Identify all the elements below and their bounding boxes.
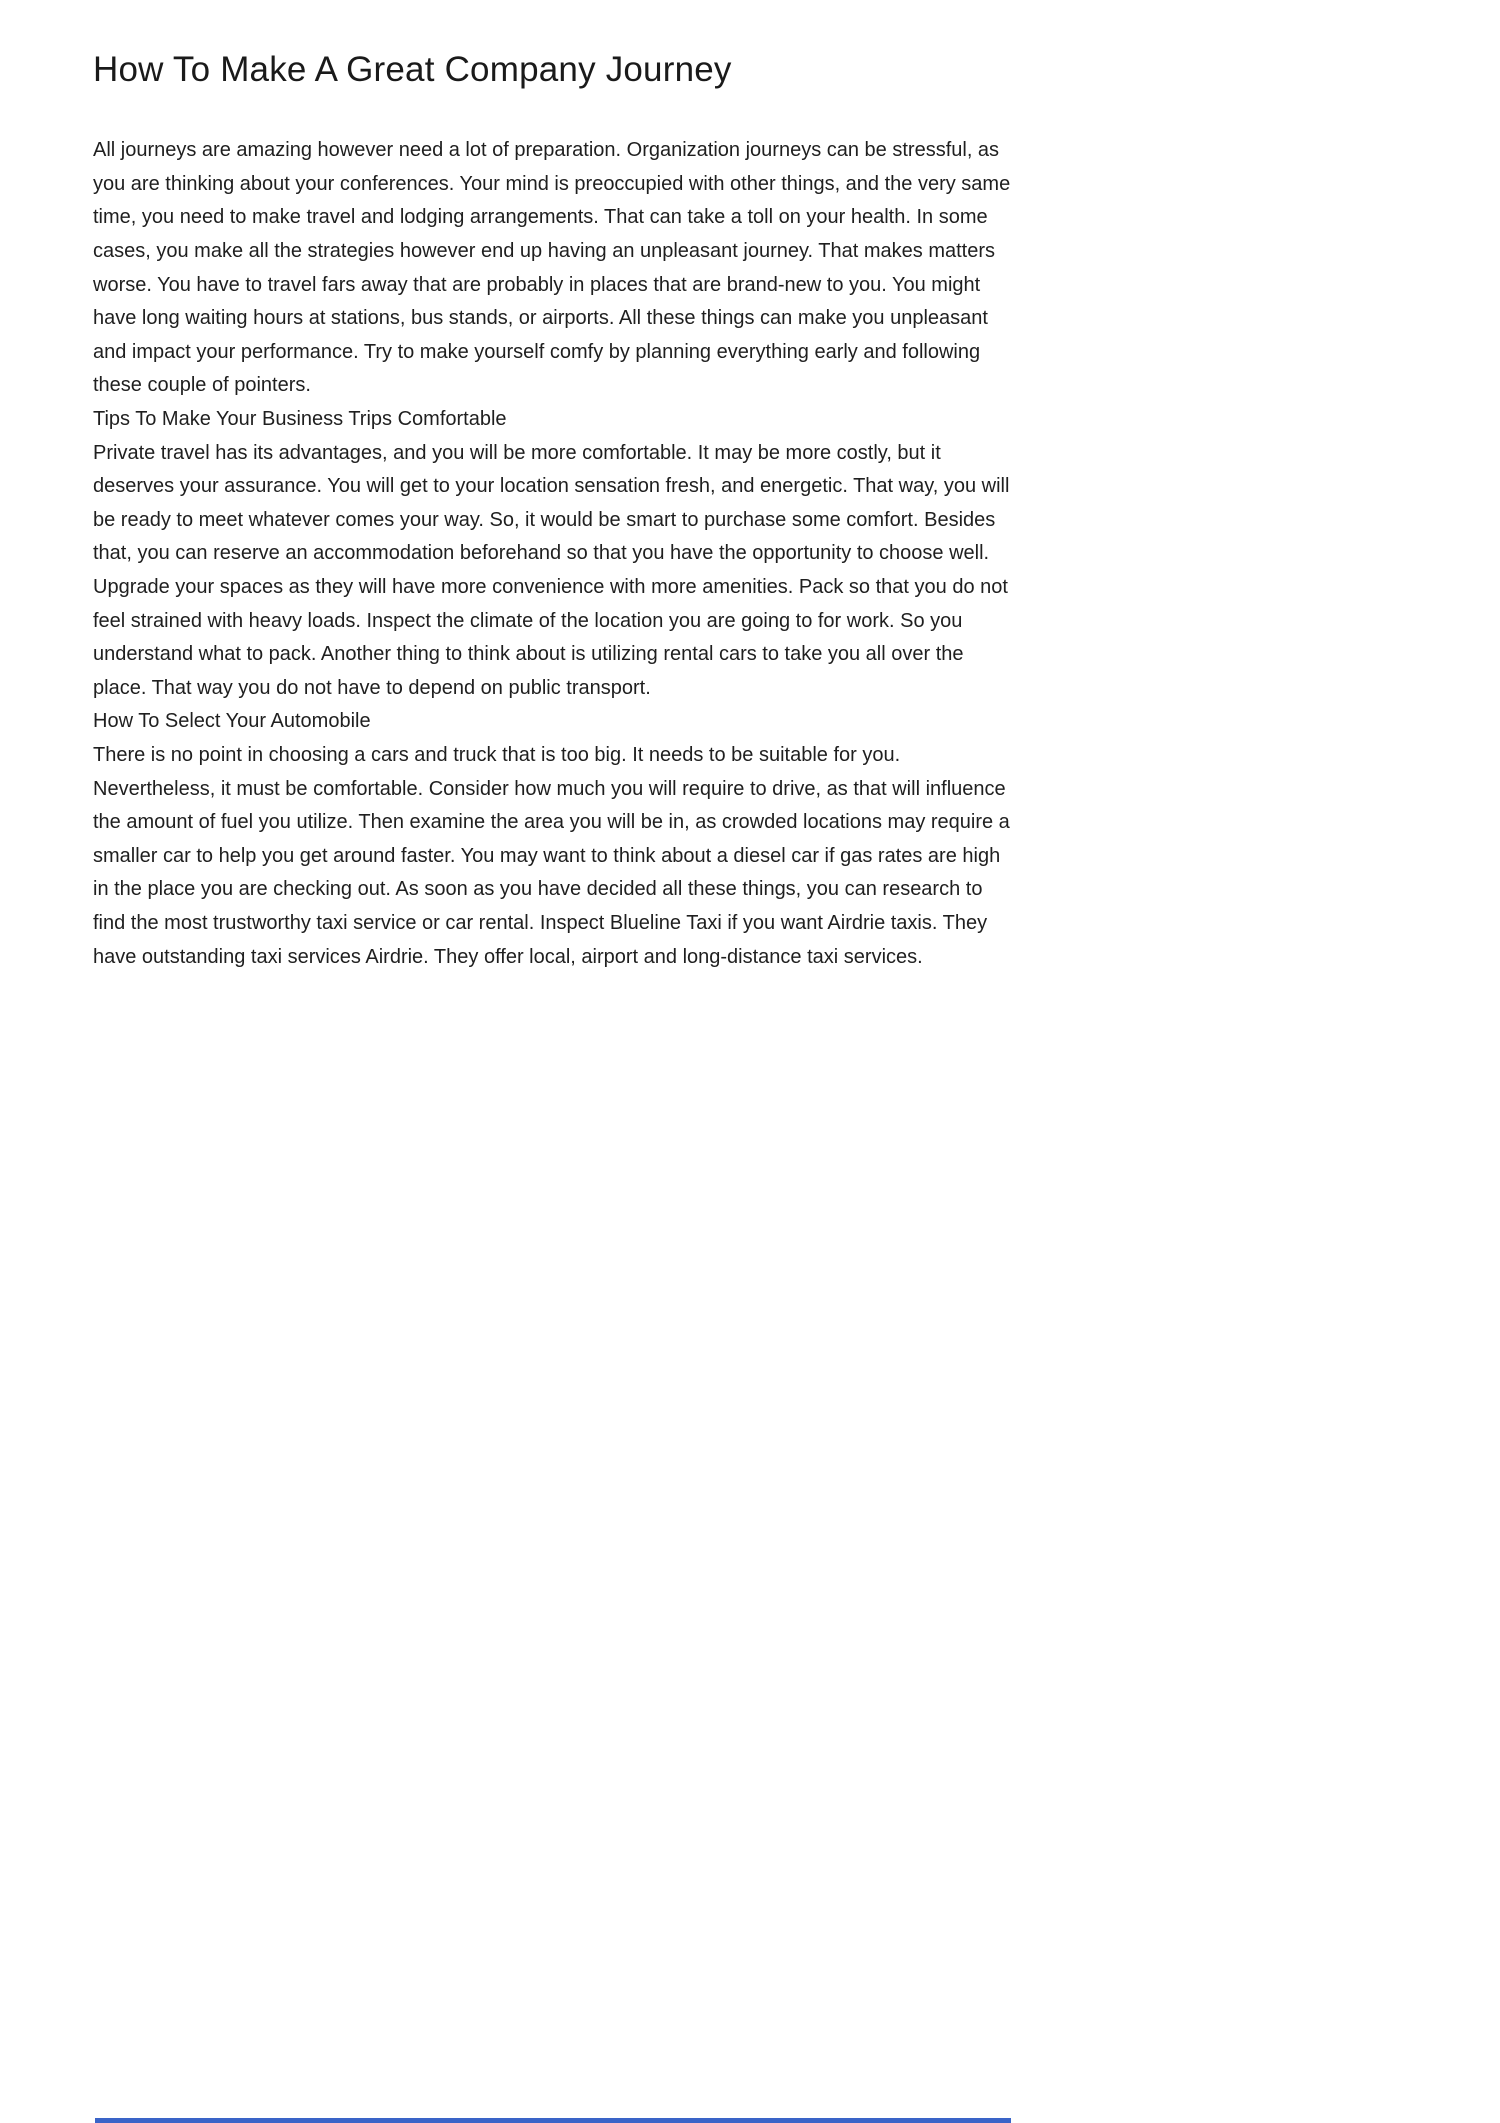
document-content (93, 50, 1017, 974)
paragraph-select-automobile: There is no point in choosing a cars and truck that is too big. It needs to be suitable for you. Nevertheless, it must be comfortable. Consider how much you will require to drive, as that will influence the amount of fuel you utilize. Then examine the area you will be in, as crowded locations may require a smaller car to help you get around faster. You may want to think about a diesel car if gas rates are high in the place you are checking out. As soon as you have decided all these things, you can research to find the most trustworthy taxi service or car rental. Inspect Blueline Taxi if you want Airdrie taxis. They have outstanding taxi services Airdrie. They offer local, airport and long-distance taxi services. (93, 743, 1010, 968)
article-body (93, 134, 1017, 974)
paragraph-introduction: All journeys are amazing however need a lot of preparation. Organization journeys can be stressful, as you are thinking about your conferences. Your mind is preoccupied with other things, and the very same time, you need to make travel and lodging arrangements. That can take a toll on your health. In some cases, you make all the strategies however end up having an unpleasant journey. That makes matters worse. You have to travel fars away that are probably in places that are brand-new to you. You might have long waiting hours at stations, bus stands, or airports. All these things can make you unpleasant and impact your performance. Try to make yourself comfy by planning everything early and following these couple of pointers. (93, 139, 1011, 397)
paragraph-business-trips: Private travel has its advantages, and you will be more comfortable. It may be more costly, but it deserves your assurance. You will get to your location sensation fresh, and energetic. That way, you will be ready to meet whatever comes your way. So, it would be smart to purchase some comfort. Besides that, you can reserve an accommodation beforehand so that you have the opportunity to choose well. Upgrade your spaces as they will have more convenience with more amenities. Pack so that you do not feel strained with heavy loads. Inspect the climate of the location you are going to for work. So you understand what to pack. Another thing to think about is utilizing rental cars to take you all over the place. That way you do not have to depend on public transport. (93, 441, 1010, 699)
bottom-accent-bar (95, 2118, 1011, 2123)
page-title: How To Make A Great Company Journey (93, 50, 732, 89)
subheading-select-automobile: How To Select Your Automobile (93, 710, 371, 733)
subheading-business-trips: Tips To Make Your Business Trips Comfortable (93, 408, 507, 430)
